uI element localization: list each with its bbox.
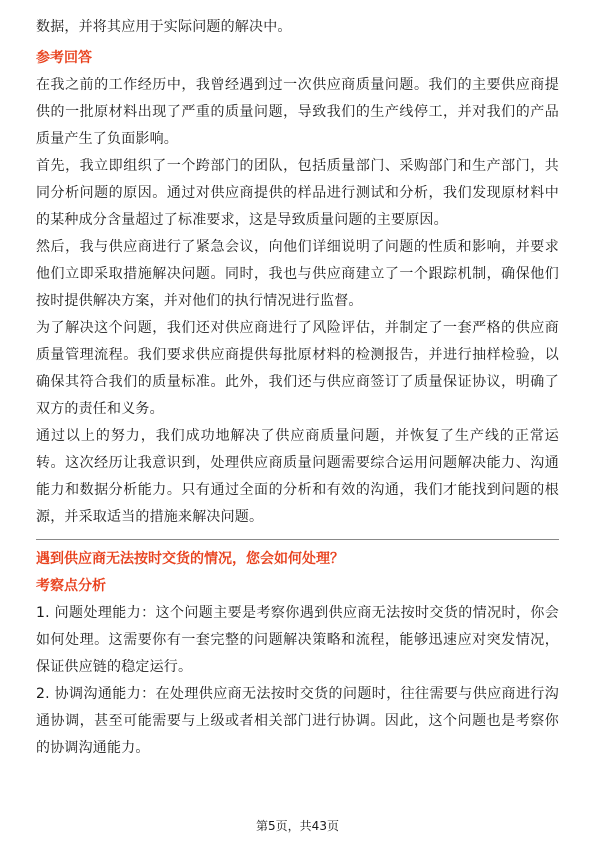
analysis-item: 2. 协调沟通能力：在处理供应商无法按时交货的问题时，往往需要与供应商进行沟通协调，甚至可能需要与上级或者相关部门进行协调。因此，这个问题也是考察你的协调沟通能力。 — [36, 686, 559, 756]
intro-line: 数据，并将其应用于实际问题的解决中。 — [36, 19, 292, 35]
answer-paragraph: 首先，我立即组织了一个跨部门的团队，包括质量部门、采购部门和生产部门，共同分析问题的原因。通过对供应商提供的样品进行测试和分析，我们发现原材料中的某种成分含量超过了标准要求，这是导致质量问题的主要原因。 — [36, 158, 559, 228]
answer-heading: 参考回答 — [36, 50, 92, 66]
answer-paragraph: 为了解决这个问题，我们还对供应商进行了风险评估，并制定了一套严格的供应商质量管理流程。我们要求供应商提供每批原材料的检测报告，并进行抽样检验，以确保其符合我们的质量标准。此外，我们还与供应商签订了质量保证协议，明确了双方的责任和义务。 — [36, 320, 559, 417]
answer-paragraph: 然后，我与供应商进行了紧急会议，向他们详细说明了问题的性质和影响，并要求他们立即采取措施解决问题。同时，我也与供应商建立了一个跟踪机制，确保他们按时提供解决方案，并对他们的执行情况进行监督。 — [36, 239, 559, 309]
section-divider — [36, 539, 559, 540]
page-footer: 第5页，共43页 — [256, 819, 339, 833]
analysis-item: 1. 问题处理能力：这个问题主要是考察你遇到供应商无法按时交货的情况时，你会如何处理。这需要你有一套完整的问题解决策略和流程，能够迅速应对突发情况，保证供应链的稳定运行。 — [36, 605, 559, 675]
analysis-heading: 考察点分析 — [36, 578, 106, 594]
document-page — [36, 14, 559, 762]
answer-paragraph: 在我之前的工作经历中，我曾经遇到过一次供应商质量问题。我们的主要供应商提供的一批原材料出现了严重的质量问题，导致我们的生产线停工，并对我们的产品质量产生了负面影响。 — [36, 77, 559, 147]
answer-paragraph: 通过以上的努力，我们成功地解决了供应商质量问题，并恢复了生产线的正常运转。这次经历让我意识到，处理供应商质量问题需要综合运用问题解决能力、沟通能力和数据分析能力。只有通过全面的分析和有效的沟通，我们才能找到问题的根源，并采取适当的措施来解决问题。 — [36, 428, 559, 525]
question-title: 遇到供应商无法按时交货的情况，您会如何处理？ — [36, 551, 344, 567]
